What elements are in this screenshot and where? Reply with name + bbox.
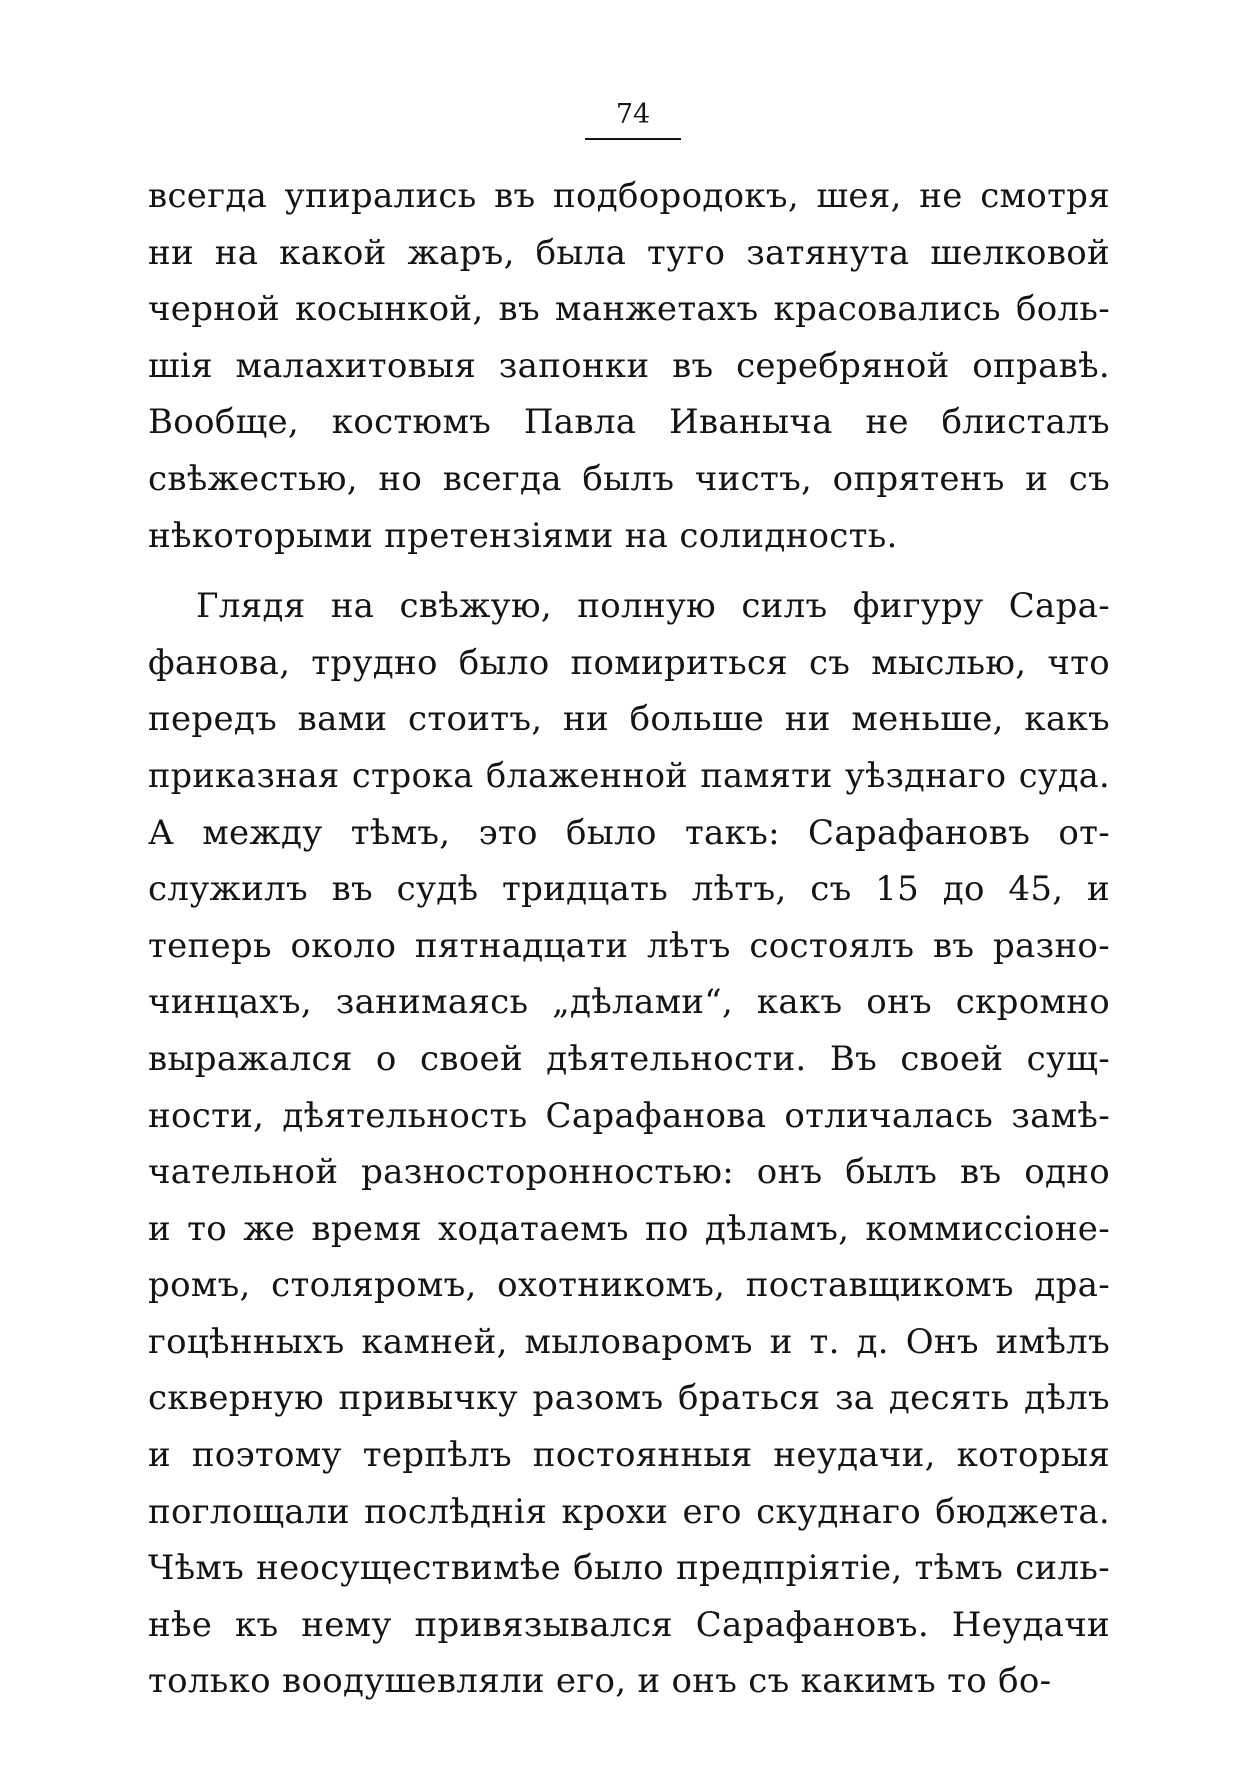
paragraph-gap bbox=[148, 564, 1110, 578]
paragraph-1 bbox=[148, 168, 1110, 564]
text-line: скверную привычку разомъ браться за десять дѣлъ bbox=[148, 1378, 1110, 1419]
text-line: шія малахитовыя запонки въ серебряной оправѣ. bbox=[148, 345, 1110, 386]
text-line: Вообще, костюмъ Павла Иваныча не блисталъ bbox=[148, 402, 1110, 443]
text-line: служилъ въ судѣ тридцать лѣтъ, съ 15 до 45, и bbox=[148, 869, 1110, 910]
text-line: поглощали послѣднія крохи его скуднаго бюджета. bbox=[148, 1491, 1110, 1532]
text-line: чинцахъ, занимаясь „дѣлами“, какъ онъ скромно bbox=[148, 982, 1110, 1023]
text-line: А между тѣмъ, это было такъ: Сарафановъ от- bbox=[148, 812, 1110, 853]
text-line: ности, дѣятельность Сарафанова отличалась замѣ- bbox=[148, 1095, 1110, 1136]
text-line: нѣкоторыми претензіями на солидность. bbox=[148, 515, 898, 556]
text-line: Чѣмъ неосуществимѣе было предпріятіе, тѣмъ силь- bbox=[148, 1548, 1110, 1589]
text-line: приказная строка блаженной памяти уѣзднаго суда. bbox=[148, 755, 1110, 795]
text-line: выражался о своей дѣятельности. Въ своей сущ- bbox=[148, 1038, 1110, 1079]
text-line: фанова, трудно было помириться съ мыслью, что bbox=[148, 642, 1110, 683]
text-line: только воодушевляли его, и онъ съ какимъ то бо- bbox=[148, 1661, 1052, 1702]
text-line: всегда упирались въ подбородокъ, шея, не смотря bbox=[148, 176, 1110, 216]
text-line: чательной разносторонностью: онъ былъ въ одно bbox=[148, 1152, 1110, 1193]
text-line: ни на какой жаръ, была туго затянута шелковой bbox=[148, 232, 1110, 273]
text-line: ромъ, столяромъ, охотникомъ, поставщикомъ дра- bbox=[148, 1265, 1110, 1306]
text-line: гоцѣнныхъ камней, мыловаромъ и т. д. Онъ имѣлъ bbox=[148, 1321, 1110, 1362]
paragraph-2 bbox=[148, 578, 1110, 1710]
page-number: 74 bbox=[615, 99, 651, 130]
text-line: передъ вами стоитъ, ни больше ни меньше, какъ bbox=[148, 699, 1110, 740]
header-rule bbox=[585, 138, 681, 140]
text-line: и то же время ходатаемъ по дѣламъ, коммиссіоне- bbox=[148, 1208, 1110, 1249]
text-line: Глядя на свѣжую, полную силъ фигуру Сара- bbox=[196, 586, 1110, 627]
text-line: свѣжестью, но всегда былъ чистъ, опрятенъ и съ bbox=[148, 458, 1110, 499]
text-line: теперь около пятнадцати лѣтъ состоялъ въ разно- bbox=[148, 925, 1110, 966]
text-line: нѣе къ нему привязывался Сарафановъ. Неудачи bbox=[148, 1604, 1110, 1645]
body-text bbox=[148, 168, 1110, 1710]
text-line: и поэтому терпѣлъ постоянныя неудачи, которыя bbox=[148, 1435, 1110, 1476]
page-header bbox=[585, 98, 681, 140]
text-line: черной косынкой, въ манжетахъ красовались боль- bbox=[148, 289, 1110, 330]
